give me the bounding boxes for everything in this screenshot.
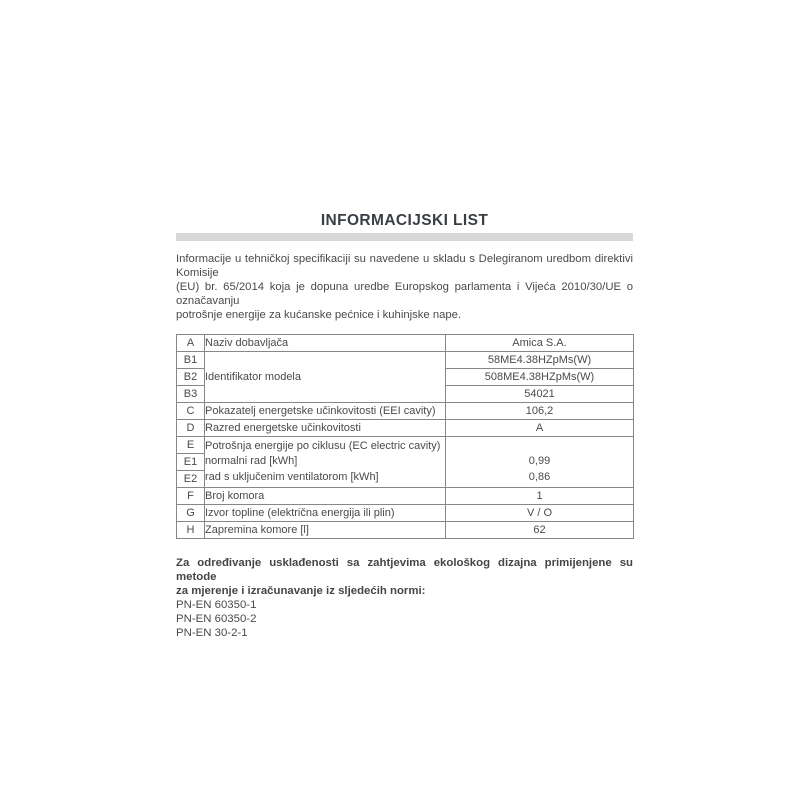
document-content xyxy=(176,212,633,640)
row-value: 508ME4.38HZpMs(W) xyxy=(446,369,634,386)
spec-table xyxy=(176,334,634,539)
row-value: 106,2 xyxy=(446,403,634,420)
row-value: 58ME4.38HZpMs(W) xyxy=(446,352,634,369)
row-label: Izvor topline (električna energija ili plin) xyxy=(205,505,446,522)
footer-bold-line: Za određivanje usklađenosti sa zahtjevima ekološkog dizajna primijenjene su metode xyxy=(176,557,633,583)
row-code: A xyxy=(177,335,205,352)
row-code: E1 xyxy=(177,454,205,471)
row-value: 62 xyxy=(446,522,634,539)
intro-line: (EU) br. 65/2014 koja je dopuna uredbe Europskog parlamenta i Vijeća 2010/30/UE o označavanju xyxy=(176,281,633,307)
table-row-f xyxy=(177,488,634,505)
row-value: V / O xyxy=(446,505,634,522)
row-code: G xyxy=(177,505,205,522)
norm-item: PN-EN 60350-2 xyxy=(176,613,257,625)
row-code: D xyxy=(177,420,205,437)
row-value: 1 xyxy=(446,488,634,505)
footer-note xyxy=(176,556,633,640)
row-value: 54021 xyxy=(446,386,634,403)
e-value-line xyxy=(446,439,633,455)
title-underline-bar xyxy=(176,233,633,241)
intro-line: potrošnje energije za kućanske pećnice i kuhinjske nape. xyxy=(176,309,462,321)
row-code: B1 xyxy=(177,352,205,369)
e-label-line: normalni rad [kWh] xyxy=(205,455,298,468)
row-value: Amica S.A. xyxy=(446,335,634,352)
row-label: Broj komora xyxy=(205,488,446,505)
row-value: A xyxy=(446,420,634,437)
row-code: F xyxy=(177,488,205,505)
row-code: B3 xyxy=(177,386,205,403)
row-code: E xyxy=(177,437,205,454)
table-row-d xyxy=(177,420,634,437)
row-code: H xyxy=(177,522,205,539)
page-title: INFORMACIJSKI LIST xyxy=(320,212,489,229)
table-row-b1 xyxy=(177,352,634,369)
e-label-line: rad s uključenim ventilatorom [kWh] xyxy=(205,470,379,483)
table-row-c xyxy=(177,403,634,420)
norm-item: PN-EN 30-2-1 xyxy=(176,627,248,639)
row-code: B2 xyxy=(177,369,205,386)
intro-paragraph xyxy=(176,252,633,322)
e-value-line: 0,99 xyxy=(528,455,551,468)
intro-line: Informacije u tehničkoj specifikaciji su navedene u skladu s Delegiranom uredbom direktivi Komisije xyxy=(176,253,633,279)
row-label: Naziv dobavljača xyxy=(205,335,446,352)
row-value xyxy=(446,437,634,488)
table-row-a xyxy=(177,335,634,352)
row-label: Razred energetske učinkovitosti xyxy=(205,420,446,437)
norm-item: PN-EN 60350-1 xyxy=(176,599,257,611)
table-row-e xyxy=(177,437,634,454)
row-label: Zapremina komore [l] xyxy=(205,522,446,539)
footer-bold-line: za mjerenje i izračunavanje iz sljedećih normi: xyxy=(176,585,426,597)
row-code: E2 xyxy=(177,471,205,488)
row-label xyxy=(205,437,446,488)
row-code: C xyxy=(177,403,205,420)
table-row-h xyxy=(177,522,634,539)
row-label: Identifikator modela xyxy=(205,352,446,403)
e-label-line: Potrošnja energije po ciklusu (EC electric cavity) xyxy=(205,439,441,452)
table-row-g xyxy=(177,505,634,522)
e-value-line: 0,86 xyxy=(528,470,551,483)
row-label: Pokazatelj energetske učinkovitosti (EEI cavity) xyxy=(205,403,446,420)
